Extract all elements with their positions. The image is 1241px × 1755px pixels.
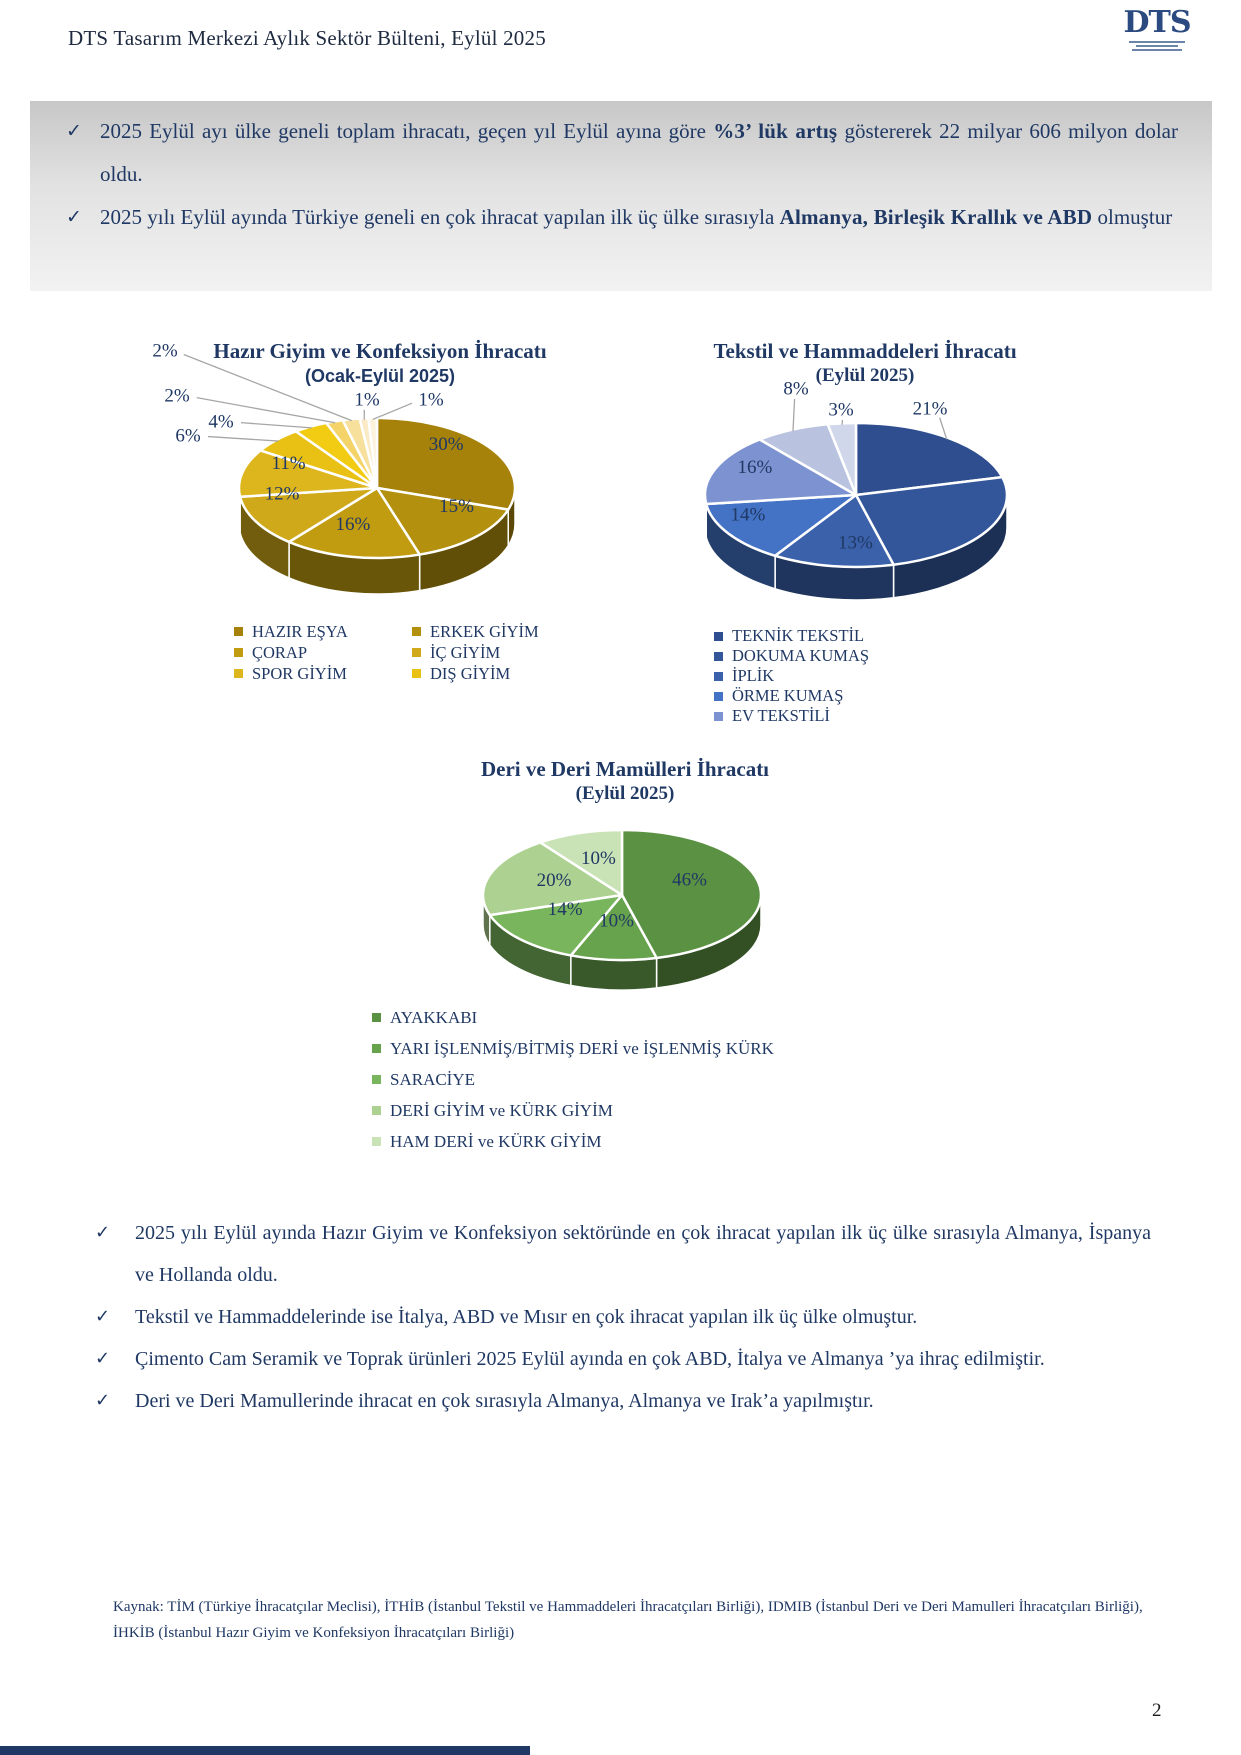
chart3-title-block bbox=[405, 757, 845, 806]
chart1-title: Hazır Giyim ve Konfeksiyon İhracatı bbox=[213, 339, 547, 363]
dts-logo-caption-lines bbox=[1122, 41, 1192, 51]
legend-label: ÇORAP bbox=[252, 642, 308, 662]
legend-label: HAM DERİ ve KÜRK GİYİM bbox=[390, 1131, 602, 1151]
legend-swatch-icon bbox=[234, 627, 243, 636]
pie-slice-label: 10% bbox=[599, 910, 635, 932]
chart1-legend bbox=[234, 621, 590, 684]
legend-label: ERKEK GİYİM bbox=[430, 621, 539, 641]
bullet-item bbox=[95, 1296, 1151, 1338]
highlight-bullet-1 bbox=[30, 101, 1212, 196]
chart2-subtitle: (Eylül 2025) bbox=[815, 365, 915, 386]
check-icon: ✓ bbox=[95, 1348, 111, 1369]
pie-slice-label: 15% bbox=[439, 496, 474, 518]
highlight-bullet-2 bbox=[30, 196, 1212, 239]
highlight-bullet-1-text: 2025 Eylül ayı ülke geneli toplam ihracatı, geçen yıl Eylül ayına göre %3’ lük artış göstererek 22 milyar 606 milyon dolar oldu. bbox=[100, 119, 1178, 186]
legend-item bbox=[714, 626, 869, 646]
legend-item bbox=[234, 663, 412, 684]
legend-swatch-icon bbox=[714, 672, 723, 681]
legend-column bbox=[714, 626, 869, 726]
legend-item bbox=[372, 1095, 774, 1126]
pie-slice-label: 20% bbox=[536, 870, 572, 892]
pie-slice-label: 13% bbox=[837, 532, 873, 554]
chart1-subtitle: (Ocak-Eylül 2025) bbox=[304, 366, 456, 386]
legend-swatch-icon bbox=[412, 648, 421, 657]
page-title: DTS Tasarım Merkezi Aylık Sektör Bülteni, Eylül 2025 bbox=[68, 26, 546, 50]
legend-swatch-icon bbox=[234, 669, 243, 678]
bottom-bullets bbox=[95, 1212, 1151, 1422]
legend-label: DERİ GİYİM ve KÜRK GİYİM bbox=[390, 1100, 613, 1120]
pie-slice-label: 16% bbox=[335, 514, 371, 536]
legend-column bbox=[412, 621, 590, 684]
label-leader-line bbox=[793, 399, 795, 431]
bullet-item bbox=[95, 1338, 1151, 1380]
legend-swatch-icon bbox=[372, 1013, 381, 1022]
legend-swatch-icon bbox=[412, 627, 421, 636]
legend-label: DOKUMA KUMAŞ bbox=[732, 646, 870, 665]
pie-slice-label: 6% bbox=[175, 425, 201, 447]
legend-swatch-icon bbox=[372, 1075, 381, 1084]
legend-swatch-icon bbox=[412, 669, 421, 678]
check-icon: ✓ bbox=[66, 120, 82, 142]
check-icon: ✓ bbox=[95, 1222, 111, 1243]
legend-swatch-icon bbox=[372, 1137, 381, 1146]
highlight-bullet-2-text: 2025 yılı Eylül ayında Türkiye geneli en çok ihracat yapılan ilk üç ülke sırasıyla Almanya, Birleşik Krallık ve ABD olmuştur bbox=[100, 205, 1173, 229]
pie-slice-label: 4% bbox=[208, 411, 234, 433]
legend-label: YARI İŞLENMİŞ/BİTMİŞ DERİ ve İŞLENMİŞ KÜRK bbox=[390, 1038, 774, 1058]
bullet-item bbox=[95, 1380, 1151, 1422]
pie-slice-label: 2% bbox=[164, 385, 190, 407]
legend-label: SPOR GİYİM bbox=[252, 663, 347, 683]
bullet-item bbox=[95, 1212, 1151, 1296]
legend-column bbox=[234, 621, 412, 684]
pie-slice-label: 3% bbox=[828, 399, 854, 421]
chart3-legend bbox=[372, 1002, 774, 1157]
check-icon: ✓ bbox=[95, 1306, 111, 1327]
dts-logo-text: DTS bbox=[1123, 5, 1191, 40]
legend-item bbox=[372, 1002, 774, 1033]
legend-item bbox=[714, 706, 869, 726]
chart1-title-block bbox=[120, 339, 640, 388]
label-leader-line bbox=[208, 437, 278, 441]
legend-label: HAZIR EŞYA bbox=[252, 621, 348, 641]
bullet-text: Çimento Cam Seramik ve Toprak ürünleri 2025 Eylül ayında en çok ABD, İtalya ve Almanya ’ya ihraç edilmiştir. bbox=[135, 1348, 1045, 1370]
legend-item bbox=[412, 621, 590, 642]
pie-slice-label: 16% bbox=[737, 457, 773, 479]
pie-slice-label: 8% bbox=[783, 378, 809, 400]
legend-label: İÇ GİYİM bbox=[430, 642, 501, 662]
pie-slice-label: 2% bbox=[152, 340, 178, 362]
pie-slice-label: 46% bbox=[672, 869, 707, 891]
pie-slice-label: 1% bbox=[354, 389, 380, 411]
legend-label: EV TEKSTİLİ bbox=[732, 706, 830, 725]
legend-item bbox=[372, 1033, 774, 1064]
pie-slice-label: 11% bbox=[271, 453, 306, 475]
pie-slice-label: 12% bbox=[264, 483, 300, 505]
legend-swatch-icon bbox=[372, 1106, 381, 1115]
legend-item bbox=[412, 642, 590, 663]
legend-swatch-icon bbox=[714, 692, 723, 701]
source-note: Kaynak: TİM (Türkiye İhracatçılar Meclisi), İTHİB (İstanbul Tekstil ve Hammaddeleri İhracatçıları Birliği), IDMIB (İstanbul Deri ve Deri Mamulleri İhracatçıları Birliği), İHKİB (İstanbul Hazır Giyim ve Konfeksiyon İhracatçıları Birliği) bbox=[113, 1599, 1143, 1641]
legend-swatch-icon bbox=[714, 652, 723, 661]
pie-slice-label: 30% bbox=[428, 433, 464, 455]
legend-item bbox=[714, 646, 869, 666]
chart2-title: Tekstil ve Hammaddeleri İhracatı bbox=[713, 339, 1017, 363]
legend-label: DIŞ GİYİM bbox=[430, 663, 511, 683]
page-number: 2 bbox=[1152, 1700, 1162, 1721]
legend-item bbox=[372, 1126, 774, 1157]
legend-swatch-icon bbox=[234, 648, 243, 657]
legend-label: SARACİYE bbox=[390, 1069, 476, 1089]
check-icon: ✓ bbox=[95, 1390, 111, 1411]
footer-accent-bar bbox=[0, 1746, 530, 1755]
legend-item bbox=[412, 663, 590, 684]
legend-column bbox=[372, 1002, 774, 1157]
legend-label: AYAKKABI bbox=[390, 1007, 478, 1027]
legend-label: İPLİK bbox=[732, 666, 775, 685]
legend-item bbox=[234, 621, 412, 642]
chart3-title: Deri ve Deri Mamülleri İhracatı bbox=[480, 757, 770, 781]
legend-item bbox=[372, 1064, 774, 1095]
pie-slice-label: 1% bbox=[418, 389, 444, 411]
label-leader-line bbox=[241, 423, 312, 428]
chart3-subtitle: (Eylül 2025) bbox=[575, 783, 675, 804]
legend-item bbox=[714, 666, 869, 686]
dts-logo bbox=[1122, 5, 1192, 53]
legend-swatch-icon bbox=[714, 632, 723, 641]
legend-item bbox=[714, 686, 869, 706]
pie-slice-label: 14% bbox=[730, 504, 766, 526]
legend-item bbox=[234, 642, 412, 663]
legend-label: ÖRME KUMAŞ bbox=[732, 686, 844, 705]
legend-label: TEKNİK TEKSTİL bbox=[732, 626, 865, 645]
highlight-box bbox=[30, 101, 1212, 291]
pie-slice-label: 10% bbox=[580, 848, 616, 870]
pie-slice-label: 14% bbox=[547, 899, 583, 921]
chart2-legend bbox=[714, 626, 869, 726]
bullet-text: Tekstil ve Hammaddelerinde ise İtalya, ABD ve Mısır en çok ihracat yapılan ilk üç ülke olmuştur. bbox=[135, 1306, 918, 1328]
bullet-text: 2025 yılı Eylül ayında Hazır Giyim ve Konfeksiyon sektöründe en çok ihracat yapılan ilk üç ülke sırasıyla Almanya, İspanya ve Hollanda oldu. bbox=[135, 1222, 1151, 1286]
pie-slice-label: 21% bbox=[912, 398, 948, 420]
chart2-title-block bbox=[635, 339, 1095, 388]
legend-swatch-icon bbox=[714, 712, 723, 721]
check-icon: ✓ bbox=[66, 206, 82, 228]
legend-swatch-icon bbox=[372, 1044, 381, 1053]
bullet-text: Deri ve Deri Mamullerinde ihracat en çok sırasıyla Almanya, Almanya ve Irak’a yapılmıştır. bbox=[135, 1390, 874, 1412]
